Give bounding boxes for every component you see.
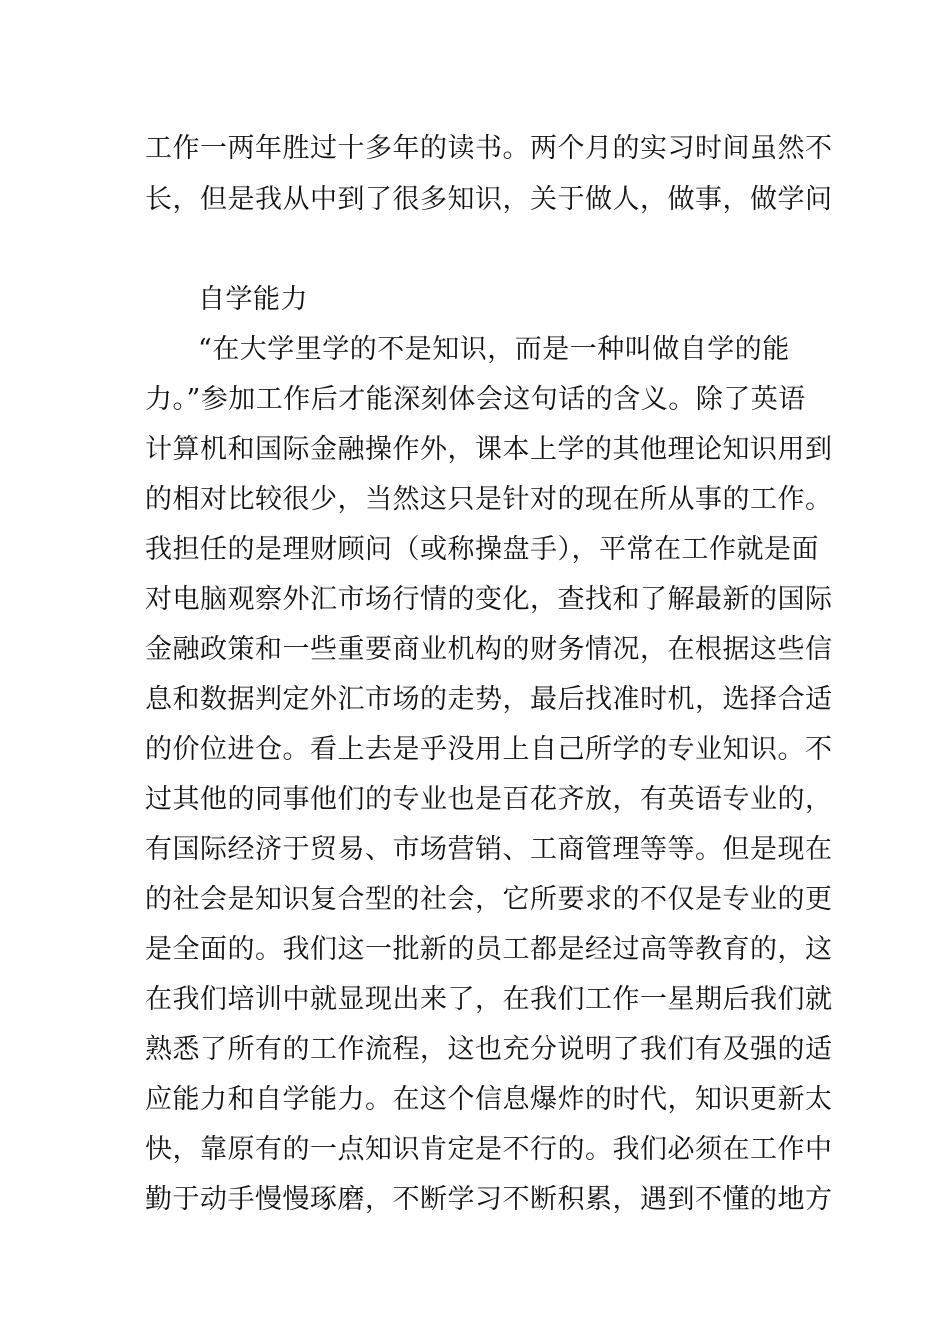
body-line-5: 我担任的是理财顾问（或称操盘手），平常在工作就是面 [145,534,819,565]
body-line-16: 应能力和自学能力。在这个信息爆炸的时代，知识更新太 [145,1084,833,1115]
body-line-17: 快，靠原有的一点知识肯定是不行的。我们必须在工作中 [145,1134,833,1165]
body-line-2: 力。”参加工作后才能深刻体会这句话的含义。除了英语 [145,384,806,415]
body-line-8: 息和数据判定外汇市场的走势，最后找准时机，选择合适 [145,684,833,715]
body-line-18: 勤于动手慢慢琢磨，不断学习不断积累，遇到不懂的地方 [145,1184,833,1215]
body-line-9: 的价位进仓。看上去是乎没用上自己所学的专业知识。不 [145,734,833,765]
body-line-14: 在我们培训中就显现出来了，在我们工作一星期后我们就 [145,984,833,1015]
body-line-15: 熟悉了所有的工作流程，这也充分说明了我们有及强的适 [145,1034,833,1065]
body-line-12: 的社会是知识复合型的社会，它所要求的不仅是专业的更 [145,884,833,915]
intro-line-1: 工作一两年胜过十多年的读书。两个月的实习时间虽然不 [145,133,833,164]
body-line-3: 计算机和国际金融操作外，课本上学的其他理论知识用到 [145,434,833,465]
body-line-1: “在大学里学的不是知识，而是一种叫做自学的能 [198,334,790,365]
body-line-7: 金融政策和一些重要商业机构的财务情况，在根据这些信 [145,634,833,665]
body-line-13: 是全面的。我们这一批新的员工都是经过高等教育的，这 [145,934,833,965]
body-line-6: 对电脑观察外汇市场行情的变化，查找和了解最新的国际 [145,584,833,615]
body-line-4: 的相对比较很少，当然这只是针对的现在所从事的工作。 [145,484,833,515]
intro-line-2: 长，但是我从中到了很多知识，关于做人，做事，做学问 [145,184,833,215]
body-line-11: 有国际经济于贸易、市场营销、工商管理等等。但是现在 [145,834,833,865]
section-heading: 自学能力 [198,284,308,315]
body-line-10: 过其他的同事他们的专业也是百花齐放，有英语专业的， [145,784,833,815]
